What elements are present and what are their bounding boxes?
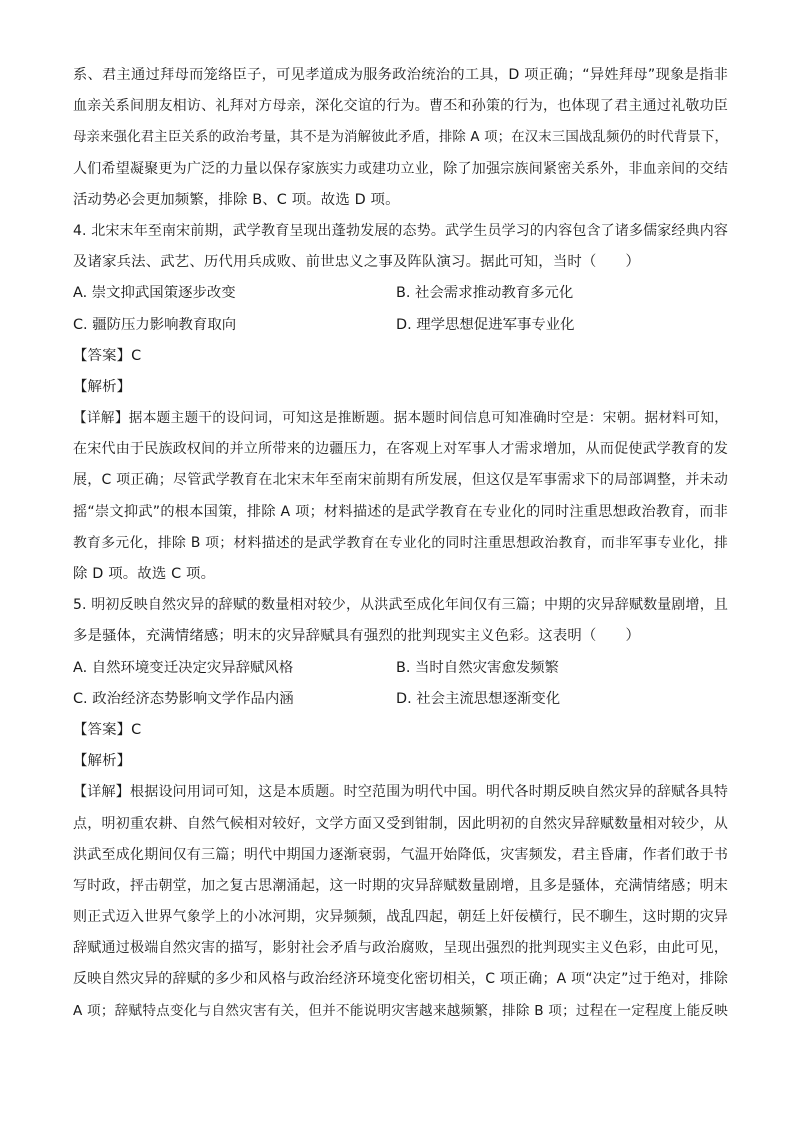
- answer-label: 【答案】C: [73, 347, 142, 364]
- detail-line: 展，C 项正确；尽管武学教育在北宋末年至南宋前期有所发展，但这仅是军事需求下的局部调整，并未动: [73, 472, 728, 489]
- option-a: A. 自然环境变迁决定灾异辞赋风格: [73, 659, 294, 676]
- options-row: [73, 310, 728, 341]
- detail-line: A 项；辞赋特点变化与自然灾害有关，但并不能说明灾害越来越频繁，排除 B 项；过程在一定程度上能反映: [73, 1002, 728, 1019]
- detail-line: 【详解】根据设问用词可知，这是本质题。时空范围为明代中国。明代各时期反映自然灾异的辞赋各具特: [73, 784, 728, 801]
- answer-label: 【答案】C: [73, 721, 142, 738]
- text-line: 血亲关系间朋友相访、礼拜对方母亲，深化交谊的行为。曹丕和孙策的行为，也体现了君主通过礼敬功臣: [73, 98, 728, 115]
- document-page: [73, 60, 728, 1027]
- detail-line: 教育多元化，排除 B 项；材料描述的是武学教育在专业化的同时注重思想政治教育，而非军事专业化，排: [73, 534, 728, 551]
- option-c: C. 政治经济态势影响文学作品内涵: [73, 690, 294, 707]
- options-row: [73, 278, 728, 309]
- detail-line: 【详解】据本题主题干的设问词，可知这是推断题。据本题时间信息可知准确时空是：宋朝。据材料可知，: [73, 410, 728, 427]
- detail-line: 反映自然灾异的辞赋的多少和风格与政治经济环境变化密切相关，C 项正确；A 项“决定”过于绝对，排除: [73, 971, 728, 988]
- text-line: 母亲来强化君主臣关系的政治考量，其不是为消解彼此矛盾，排除 A 项；在汉末三国战乱频仍的时代背景下，: [73, 130, 728, 146]
- option-d: D. 理学思想促进军事专业化: [396, 316, 575, 333]
- option-a: A. 崇文抑武国策逐步改变: [73, 285, 236, 302]
- detail-line: 辞赋通过极端自然灾害的描写，影射社会矛盾与政治腐败，呈现出强烈的批判现实主义色彩，由此可见，: [73, 940, 728, 957]
- previous-answer-explanation: [73, 60, 728, 216]
- detail-line: 在宋代由于民族政权间的并立所带来的边疆压力，在客观上对军事人才需求增加，从而促使武学教育的发: [73, 441, 728, 458]
- detail-line: 摇“崇文抑武”的根本国策，排除 A 项；材料描述的是武学教育在专业化的同时注重思想政治教育，而非: [73, 503, 728, 520]
- options-row: [73, 684, 728, 715]
- detail-line: 洪武至成化期间仅有三篇；明代中期国力逐渐衰弱，气温开始降低，灾害频发，君主昏庸，作者们敢于书: [73, 846, 728, 863]
- detail-line: 点，明初重农耕、自然气候相对较好，文学方面又受到钳制，因此明初的自然灾异辞赋数量相对较少，从: [73, 815, 728, 832]
- question-stem: 4. 北宋末年至南宋前期，武学教育呈现出蓬勃发展的态势。武学生员学习的内容包含了诸多儒家经典内容: [73, 222, 729, 239]
- analysis-label: 【解析】: [73, 378, 132, 395]
- detail-line: 则正式迈入世界气象学上的小冰河期，灾异频频，战乱四起，朝廷上奸佞横行，民不聊生，这时期的灾异: [73, 909, 728, 926]
- option-b: B. 社会需求推动教育多元化: [396, 285, 574, 302]
- text-line: 活动势必会更加频繁，排除 B、C 项。故选 D 项。: [73, 191, 400, 208]
- question-4: [73, 216, 728, 590]
- question-stem: 5. 明初反映自然灾异的辞赋的数量相对较少，从洪武至成化年间仅有三篇；中期的灾异辞赋数量剧增，且: [73, 597, 729, 614]
- option-d: D. 社会主流思想逐渐变化: [396, 690, 561, 707]
- question-5: [73, 590, 728, 1027]
- option-b: B. 当时自然灾害愈发频繁: [396, 659, 559, 676]
- analysis-label: 【解析】: [73, 753, 132, 770]
- question-stem: 及诸家兵法、武艺、历代用兵成败、前世忠义之事及阵队演习。据此可知，当时（ ）: [73, 254, 641, 271]
- text-line: 系、君主通过拜母而笼络臣子，可见孝道成为服务政治统治的工具，D 项正确；“异姓拜母”现象是指非: [73, 67, 728, 83]
- detail-line: 写时政，抨击朝堂，加之复古思潮涌起，这一时期的灾异辞赋数量剧增，且多是骚体，充满情绪感；明末: [73, 877, 728, 894]
- question-stem: 多是骚体，充满情绪感；明末的灾异辞赋具有强烈的批判现实主义色彩。这表明（ ）: [73, 628, 641, 645]
- detail-line: 除 D 项。故选 C 项。: [73, 566, 216, 582]
- options-row: [73, 653, 728, 684]
- option-c: C. 疆防压力影响教育取向: [73, 316, 237, 333]
- text-line: 人们希望凝聚更为广泛的力量以保存家族实力或建功立业，除了加强宗族间紧密关系外，非血亲间的交结: [73, 160, 728, 177]
